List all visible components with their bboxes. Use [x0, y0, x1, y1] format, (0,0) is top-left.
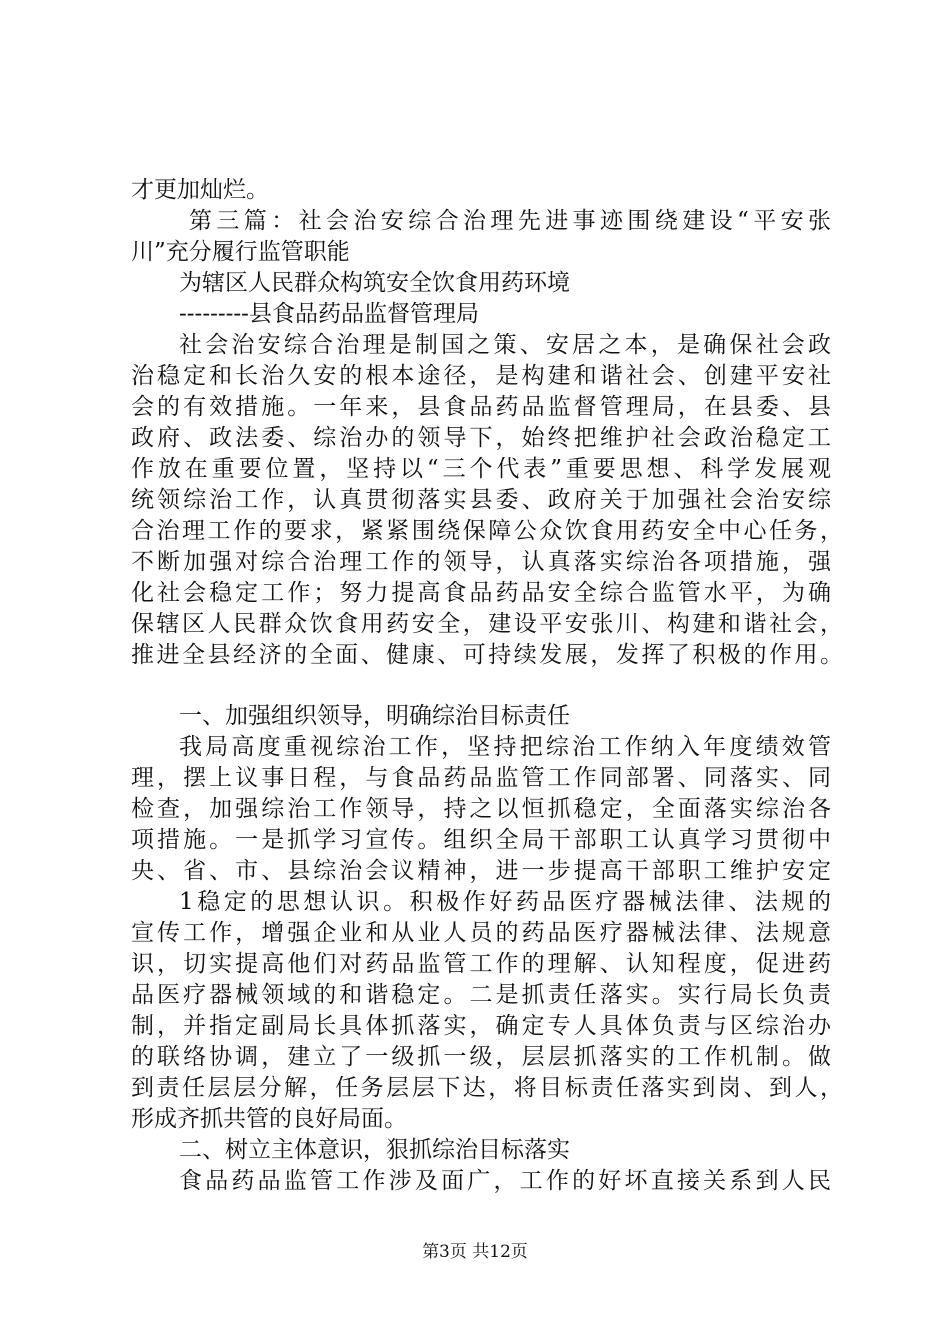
page-number-footer: 第3页 共12页	[422, 1242, 528, 1262]
paragraph-line: 央、省、市、县综治会议精神，进一步提高干部职工维护安定	[131, 858, 831, 884]
paragraph-line: 食品药品监管工作涉及面广，工作的好坏直接关系到人民	[179, 1168, 831, 1194]
paragraph-line: 我局高度重视综治工作，坚持把综治工作纳入年度绩效管	[179, 734, 831, 760]
subtitle: 为辖区人民群众构筑安全饮食用药环境	[179, 270, 570, 296]
paragraph-line: 推进全县经济的全面、健康、可持续发展，发挥了积极的作用。	[131, 642, 843, 668]
paragraph-line: 治稳定和长治久安的根本途径，是构建和谐社会、创建平安社	[131, 363, 831, 389]
paragraph-line: 合治理工作的要求，紧紧围绕保障公众饮食用药安全中心任务，	[131, 518, 843, 544]
paragraph-line: 识，切实提高他们对药品监管工作的理解、认知程度，促进药	[131, 951, 831, 977]
paragraph-line: 政府、政法委、综治办的领导下，始终把维护社会政治稳定工	[131, 425, 831, 451]
paragraph-line: 形成齐抓共管的良好局面。	[131, 1106, 407, 1132]
paragraph-line: 项措施。一是抓学习宣传。组织全局干部职工认真学习贯彻中	[131, 827, 831, 853]
paragraph-line: 到责任层层分解，任务层层下达，将目标责任落实到岗、到人，	[131, 1075, 843, 1101]
author-line: ---------县食品药品监督管理局	[179, 301, 479, 327]
paragraph-line: 理，摆上议事日程，与食品药品监管工作同部署、同落实、同	[131, 765, 831, 791]
heading-two: 二、树立主体意识，狠抓综治目标落实	[179, 1137, 570, 1163]
heading-one: 一、加强组织领导，明确综治目标责任	[179, 703, 570, 729]
paragraph-line: 制，并指定副局长具体抓落实，确定专人具体负责与区综治办	[131, 1013, 831, 1039]
text-line: 才更加灿烂。	[131, 177, 269, 203]
paragraph-line: 化社会稳定工作；努力提高食品药品安全综合监管水平，为确	[131, 580, 831, 606]
section-title-cont: 川”充分履行监管职能	[131, 239, 350, 265]
paragraph-line: 统领综治工作，认真贯彻落实县委、政府关于加强社会治安综	[131, 487, 831, 513]
paragraph-line: 检查，加强综治工作领导，持之以恒抓稳定，全面落实综治各	[131, 796, 831, 822]
paragraph-line: 宣传工作，增强企业和从业人员的药品医疗器械法律、法规意	[131, 920, 831, 946]
paragraph-line: 不断加强对综合治理工作的领导，认真落实综治各项措施，强	[131, 549, 831, 575]
paragraph-line: 1稳定的思想认识。积极作好药品医疗器械法律、法规的	[179, 889, 831, 915]
paragraph-line: 品医疗器械领域的和谐稳定。二是抓责任落实。实行局长负责	[131, 982, 831, 1008]
paragraph-line: 的联络协调，建立了一级抓一级，层层抓落实的工作机制。做	[131, 1044, 831, 1070]
paragraph-line: 保辖区人民群众饮食用药安全，建设平安张川、构建和谐社会，	[131, 611, 843, 637]
paragraph-line: 作放在重要位置，坚持以“三个代表”重要思想、科学发展观	[131, 456, 831, 482]
section-title: 第三篇：社会治安综合治理先进事迹围绕建设“平安张	[189, 208, 831, 234]
paragraph-line: 会的有效措施。一年来，县食品药品监督管理局，在县委、县	[131, 394, 831, 420]
paragraph-line: 社会治安综合治理是制国之策、安居之本，是确保社会政	[179, 332, 831, 358]
